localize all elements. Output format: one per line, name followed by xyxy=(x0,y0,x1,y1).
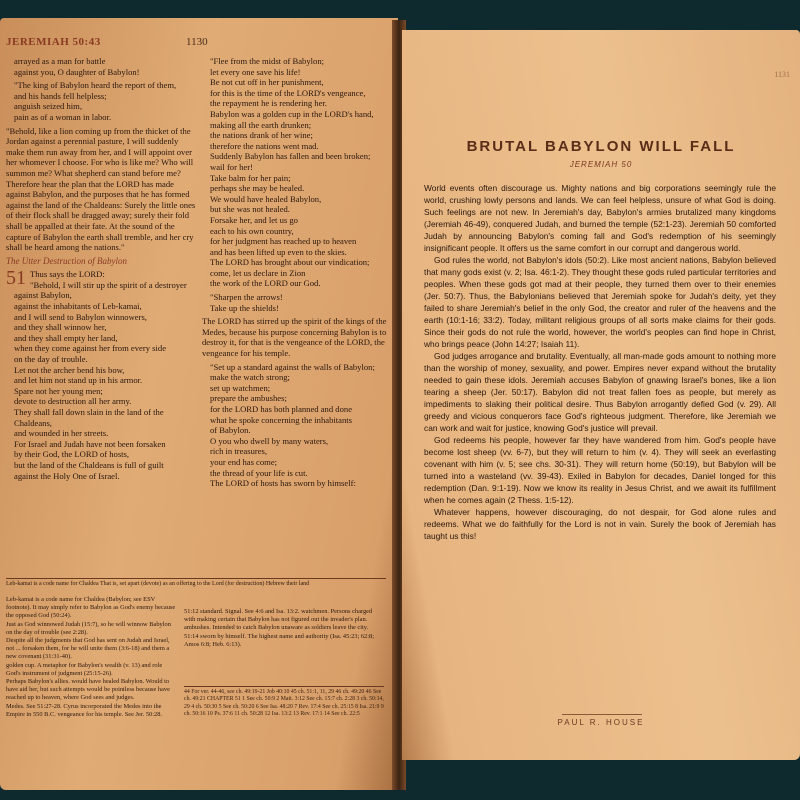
left-page xyxy=(0,18,398,790)
chapter-number: 51 xyxy=(6,267,26,290)
verse-text: The LORD has stirred up the spirit of the kings of the Medes, because his purpose concerning Babylon is to destroy it, for that is the vengeance of the LORD, the vengeance for his temple. xyxy=(202,316,387,359)
page-number: 1131 xyxy=(774,70,790,79)
verse-text: "Sharpen the arrows! Take up the shields! xyxy=(210,292,283,313)
page-number: 1130 xyxy=(186,36,208,48)
footnotes: Leb-kamai is a code name for Chaldea That is, set apart (devote) as an offering to the Lord (for destruction) Hebrew their land xyxy=(6,578,386,587)
verse-text: "Behold, like a lion coming up from the thicket of the Jordan against a perennial pasture, I will suddenly make them run away from her, and I will appoint over her whomever I choose. For who is like me? Who will summon me? What shepherd can stand before me? Therefore hear the plan that the LORD has made against Babylon, and the purposes that he has formed against the land of the Chaldeans: Surely the little ones of their flock shall be dragged away; surely their fold shall be appalled at their fate. At the sound of the capture of Babylon the earth shall tremble, and her cry shall be heard among the nations." xyxy=(6,125,196,253)
essay-title: BRUTAL BABYLON WILL FALL xyxy=(466,138,736,155)
essay-reference: JEREMIAH 50 xyxy=(569,160,633,169)
author-divider xyxy=(562,714,642,715)
essay-paragraph: God rules the world, not Babylon's idols (50:2). Like most ancient nations, Babylon believed that many gods exist (v. 2; Isa. 46:1-2). They thought these gods ruled particular territories and peoples. When these gods got mad at their people, they turned them over to their enemies (Jer. 50:7). Thus, the Babylonians believed that Jeremiah spoke for Judah's deity, yet they failed to share Jeremiah's belief in the only God, the creator and ruler of the heavens and the earth (10:1-16; 33:2). Today, militant religious groups of all sorts make claims for their gods. Since their gods do not rule the world, however, the world's peoples can find hope in Christ, who brings peace (John 14:27; Isaiah 11). xyxy=(424,255,776,349)
study-notes-right: 51:12 standard. Signal. See 4:6 and Isa. 13:2. watchmen. Persons charged with making certain that Babylon has not figured out the invader's plan. ambushes. Intended to catch Babylon unaware as soldiers leave the city. 51:14 sworn by himself. The highest name and authority (Isa. 45:23; 62:8; Amos 6:8; Heb. 6:13). xyxy=(184,608,374,648)
essay-paragraph: Whatever happens, however discouraging, do not despair, for God alone rules and redeems. What we do faithfully for the Lord is not in vain. Surely the book of Jeremiah has taught us this! xyxy=(424,507,776,541)
essay-author: PAUL R. HOUSE xyxy=(557,718,645,727)
right-page xyxy=(402,30,800,760)
essay-body xyxy=(424,182,776,542)
verse-text: "Set up a standard against the walls of Babylon; make the watch strong; set up watchmen; prepare the ambushes; for the LORD has both planned and done what he spoke concerning the inhabitants of Babylon. O you who dwell by many waters, rich in treasures, your end has come; the thread of your life is cut. The LORD of hosts has sworn by himself: xyxy=(210,361,375,489)
section-heading: The Utter Destruction of Babylon xyxy=(6,255,127,266)
cross-references: 44 For ver. 44-46, see ch. 49:19-21 Job 40:10 45 ch. 51:1, 11, 29 46 ch. 49:20 46 See ch. 49:21 CHAPTER 51 1 See ch. 50:9 2 Matt. 3:12 See ch. 15:7 ch. 2:28 3 ch. 50:14, 29 4 ch. 50:30 5 See ch. 50:20 6 See Isa. 48:20 7 Rev. 17:4 See ch. 25:15 8 Isa. 21:9 9 ch. 50:16 10 Ps. 37:6 11 ch. 50:28 12 Isa. 13:2 13 Rev. 17:1 14 See ch. 22:5 xyxy=(184,686,384,719)
essay-paragraph: World events often discourage us. Mighty nations and big corporations seemingly rule the world, crushing lowly persons and lands. We can feel helpless, unsure of what God is doing. Such feelings are not new. In Jeremiah's day, Babylon's armies brutalized many kingdoms (Jeremiah 46-49), conquered Judah, and burned the temple (52:1-23). Jeremiah 50 comforted Judah by announcing Babylon's coming fall and God's redemption of his seemingly insignificant people. It offers us the same comfort in our corrupt and dangerous world. xyxy=(424,183,776,253)
verse-text: "The king of Babylon heard the report of them, and his hands fell helpless; anguish seized him, pain as of a woman in labor. xyxy=(14,80,177,122)
scripture-column-left xyxy=(6,56,196,484)
verse-text: Thus says the LORD: "Behold, I will stir up the spirit of a destroyer against Babylon, against the inhabitants of Leb-kamai, and I will send to Babylon winnowers, and they shall winnow her, and they shall empty her land, when they come against her from every side on the day of trouble. Let not the archer bend his bow, and let him not stand up in his armor. Spare not her young men; devote to destruction all her army. They shall fall down slain in the land of the Chaldeans, and wounded in her streets. For Israel and Judah have not been forsaken by their God, the LORD of hosts, but the land of the Chaldeans is full of guilt against the Holy One of Israel. xyxy=(14,269,187,481)
verse-text: "Flee from the midst of Babylon; let every one save his life! Be not cut off in her punishment, for this is the time of the LORD's vengeance, the repayment he is rendering her. Babylon was a golden cup in the LORD's hand, making all the earth drunken; the nations drank of her wine; therefore the nations went mad. Suddenly Babylon has fallen and been broken; wail for her! Take balm for her pain; perhaps she may be healed. We would have healed Babylon, but she was not healed. Forsake her, and let us go each to his own country, for her judgment has reached up to heaven and has been lifted up even to the skies. The LORD has brought about our vindication; come, let us declare in Zion the work of the LORD our God. xyxy=(210,56,374,289)
scripture-column-right xyxy=(202,56,390,492)
running-head: JEREMIAH 50:43 xyxy=(6,36,101,48)
essay-paragraph: God judges arrogance and brutality. Eventually, all man-made gods amount to nothing more than the worship of money, sexuality, and power. Empires never expand without the brutality needed to gain these idols. Jeremiah accuses Babylon of gnawing Israel's bones, like a lion tearing a sheep (Jer. 50:17). Babylon did not treat fallen foes as people, but merely as impediments to slaking their political desire. Thus Babylon arrogantly defied God (v. 29). All greedy and vicious conquerors face God's righteous judgment. Therefore, like Jeremiah we can work and wait for justice, knowing God's justice will prevail. xyxy=(424,351,776,433)
verse-text: arrayed as a man for battle against you, O daughter of Babylon! xyxy=(14,56,140,77)
essay-paragraph: God redeems his people, however far they have wandered from him. God's people have become lost sheep (vv. 6-7), but they will return to him (v. 4). They will seek an everlasting covenant with him (v. 5; see chs. 30-31). They will return home (50:19), but Babylon will be turned into a wasteland (vv. 39-43). Exiled in Babylon for decades, Daniel longed for this redemption (Dan. 9:1-19). Now we know its reality in Jesus Christ, and we await its fulfillment when he comes again (2 Thess. 1:5-12). xyxy=(424,435,776,505)
study-notes-left: Leb-kamai is a code name for Chaldea (Babylon; see ESV footnote). It may simply refer to Babylon as God's enemy because the opposed God (50:24). Just as God winnowed Judah (15:7), so he will winnow Babylon on the day of trouble (see 2:28). Despite all the judgments that God has sent on Judah and Israel, not ... forsaken them, for he will unite them (3:6-18) and them a new covenant (31:31-40). golden cup. A metaphor for Babylon's wealth (v. 13) and role God's instrument of judgment (25:15-26). Perhaps Babylon's allies. would have healed Babylon. Would to have aid her, but such attempts would be pointless because have reached up to heaven, where God sees and judges. Medes. See 51:27-28. Cyrus incorporated the Medes into the Empire in 550 B.C. vengeance for his temple. See Jer. 50:28. xyxy=(6,596,176,718)
